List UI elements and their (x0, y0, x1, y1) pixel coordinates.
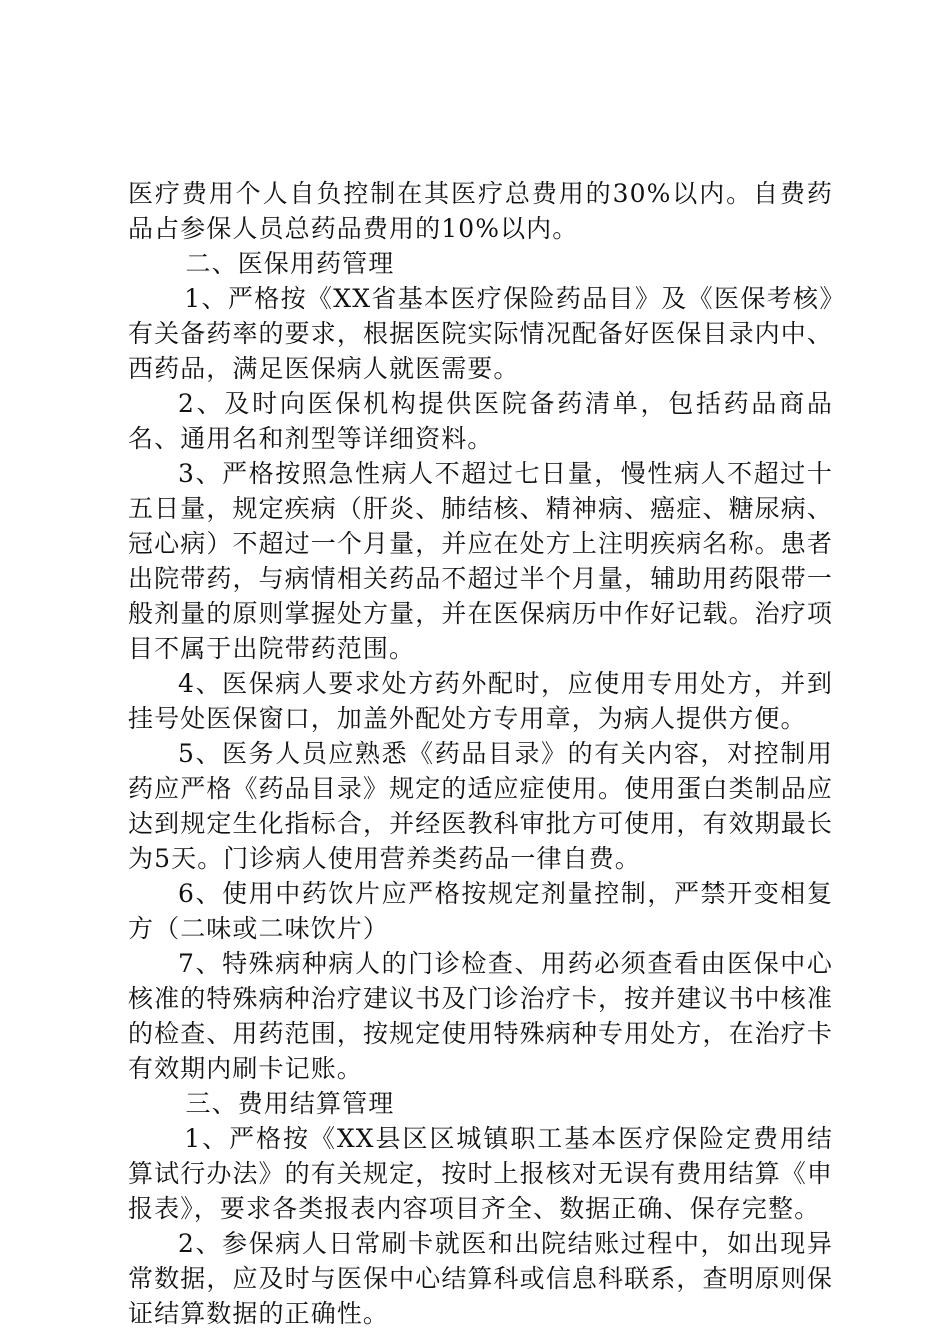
paragraph-2-2: 2、及时向医保机构提供医院备药清单，包括药品商品名、通用名和剂型等详细资料。 (128, 389, 833, 453)
paragraph-2-7: 7、特殊病种病人的门诊检查、用药必须查看由医保中心核准的特殊病种治疗建议书及门诊治疗卡，按并建议书中核准的检查、用药范围，按规定使用特殊病种专用处方，在治疗卡有效期内刷卡记账。 (128, 949, 833, 1083)
paragraph-2-3: 3、严格按照急性病人不超过七日量，慢性病人不超过十五日量，规定疾病（肝炎、肺结核、精神病、癌症、糖尿病、冠心病）不超过一个月量，并应在处方上注明疾病名称。患者出院带药，与病情相关药品不超过半个月量，辅助用药限带一般剂量的原则掌握处方量，并在医保病历中作好记载。治疗项目不属于出院带药范围。 (128, 459, 833, 663)
document-body (128, 176, 833, 1331)
paragraph-3-2: 2、参保病人日常刷卡就医和出院结账过程中，如出现异常数据，应及时与医保中心结算科或信息科联系，查明原则保证结算数据的正确性。 (128, 1229, 833, 1328)
paragraph-2-1: 1、严格按《XX省基本医疗保险药品目》及《医保考核》有关备药率的要求，根据医院实际情况配备好医保目录内中、西药品，满足医保病人就医需要。 (128, 284, 833, 383)
paragraph-continuation: 医疗费用个人自负控制在其医疗总费用的30%以内。自费药品占参保人员总药品费用的10%以内。 (128, 179, 833, 243)
section-heading-2: 二、医保用药管理 (185, 249, 395, 278)
paragraph-3-1: 1、严格按《XX县区区城镇职工基本医疗保险定费用结算试行办法》的有关规定，按时上报核对无误有费用结算《申报表》，要求各类报表内容项目齐全、数据正确、保存完整。 (128, 1124, 833, 1223)
paragraph-2-5: 5、医务人员应熟悉《药品目录》的有关内容，对控制用药应严格《药品目录》规定的适应症使用。使用蛋白类制品应达到规定生化指标合，并经医教科审批方可使用，有效期最长为5天。门诊病人使用营养类药品一律自费。 (128, 739, 833, 873)
paragraph-2-6: 6、使用中药饮片应严格按规定剂量控制，严禁开变相复方（二味或二味饮片） (128, 879, 833, 943)
paragraph-2-4: 4、医保病人要求处方药外配时，应使用专用处方，并到挂号处医保窗口，加盖外配处方专用章，为病人提供方便。 (128, 669, 833, 733)
section-heading-3: 三、费用结算管理 (185, 1089, 395, 1118)
